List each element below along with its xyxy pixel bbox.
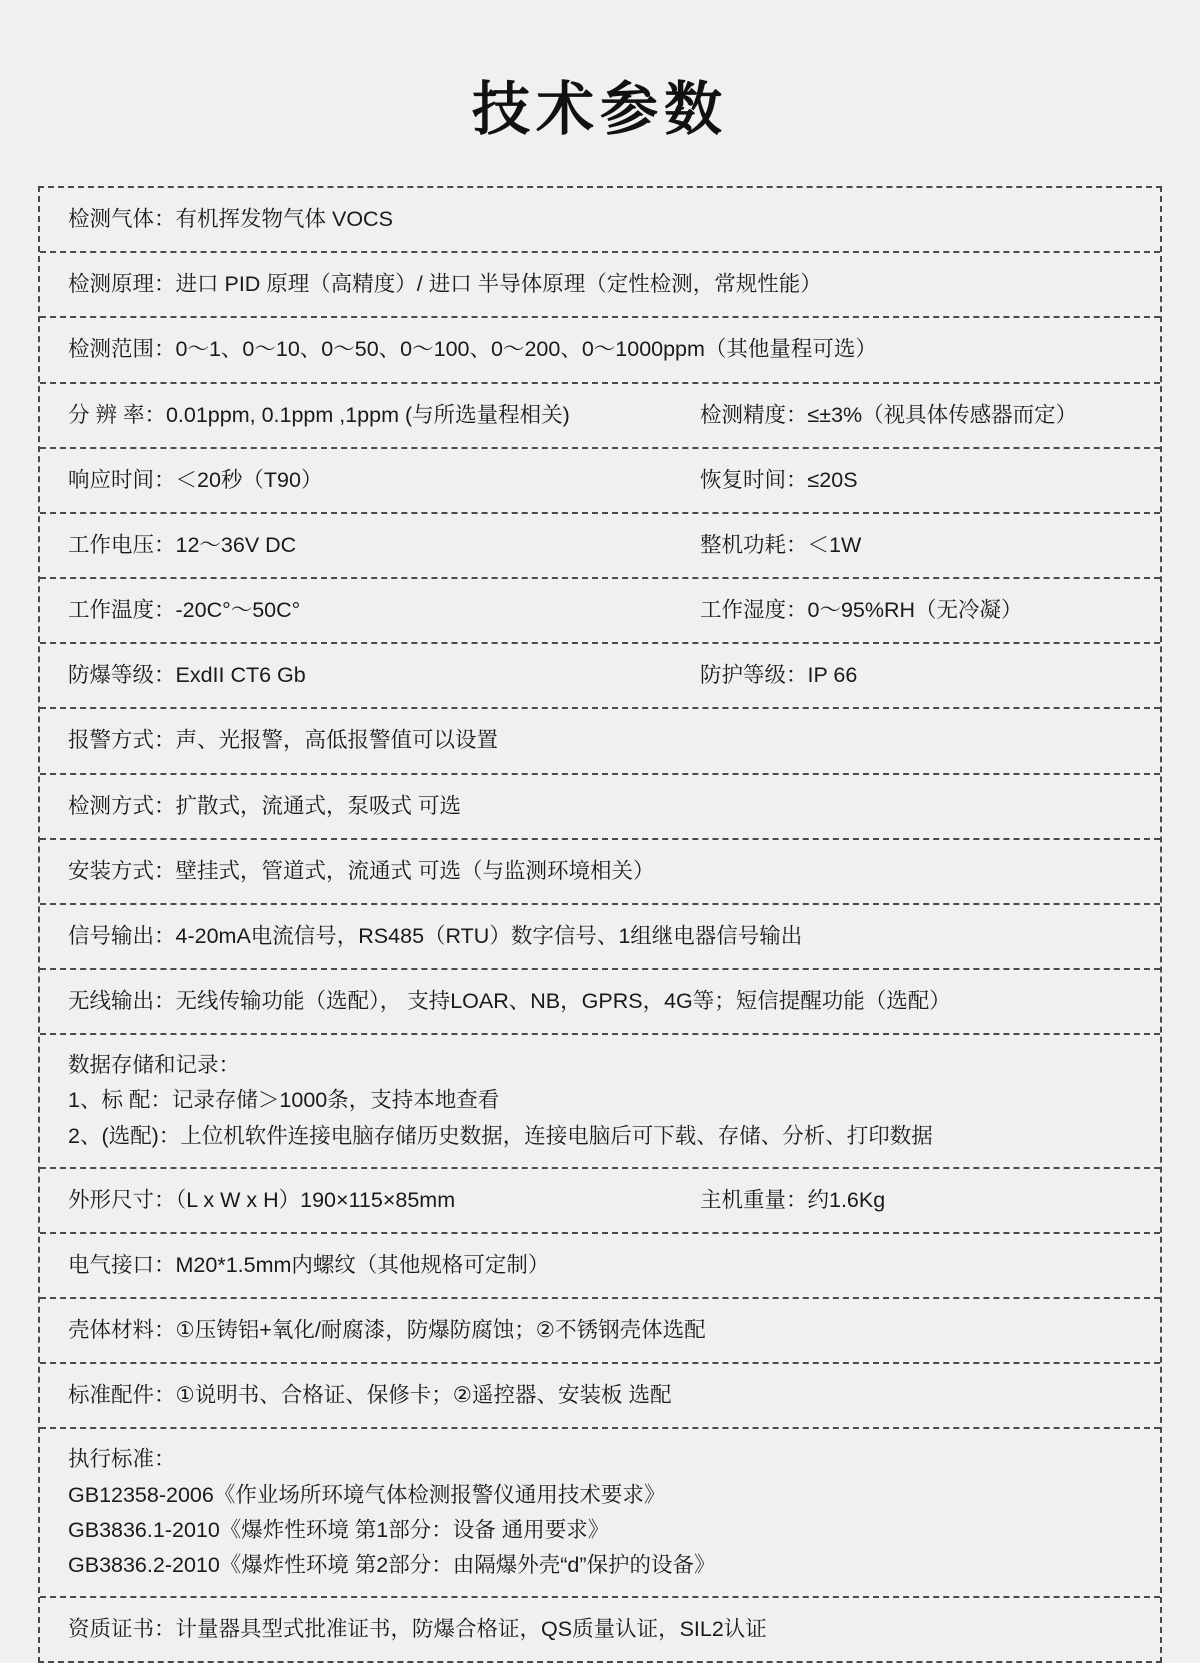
spec-row [40, 1364, 1160, 1429]
spec-row [40, 775, 1160, 840]
data-storage [40, 1035, 1160, 1167]
wireless-output: 无线输出：无线传输功能（选配）， 支持LOAR、NB，GPRS，4G等；短信提醒功能（选配） [68, 989, 951, 1014]
spec-row [40, 1429, 1160, 1598]
response-recovery-time-left: 响应时间：＜20秒（T90） [68, 467, 323, 492]
spec-row [40, 1234, 1160, 1299]
dimensions-weight-right: 主机重量：约1.6Kg [700, 1187, 886, 1212]
spec-row [40, 709, 1160, 774]
detect-range: 检测范围：0～1、0～10、0～50、0～100、0～200、0～1000ppm（其他量程可选） [68, 337, 877, 362]
install-mode: 安装方式：壁挂式，管道式，流通式 可选（与监测环境相关） [68, 858, 655, 883]
voltage-power-right: 整机功耗：＜1W [700, 532, 862, 557]
data-storage-line: 2、(选配)：上位机软件连接电脑存储历史数据，连接电脑后可下载、存储、分析、打印数据 [68, 1123, 933, 1148]
detect-mode: 检测方式：扩散式，流通式，泵吸式 可选 [68, 793, 461, 818]
response-recovery-time-right: 恢复时间：≤20S [700, 467, 858, 492]
dimensions-weight-left: 外形尺寸：（L x W x H）190×115×85mm [68, 1187, 456, 1212]
spec-row [40, 514, 1160, 579]
certificates: 资质证书：计量器具型式批准证书，防爆合格证，QS质量认证，SIL2认证 [68, 1617, 767, 1642]
standard-accessories: 标准配件：①说明书、合格证、保修卡；②遥控器、安装板 选配 [68, 1383, 672, 1408]
spec-row [40, 644, 1160, 709]
spec-row [40, 840, 1160, 905]
spec-row [40, 1169, 1160, 1234]
spec-row [40, 970, 1160, 1035]
alarm-mode: 报警方式：声、光报警，高低报警值可以设置 [68, 728, 499, 753]
spec-row [40, 1035, 1160, 1169]
signal-output: 信号输出：4-20mA电流信号，RS485（RTU）数字信号、1组继电器信号输出 [68, 923, 803, 948]
explosion-protection-grade-right: 防护等级：IP 66 [700, 663, 858, 688]
execution-standards-line: GB12358-2006《作业场所环境气体检测报警仪通用技术要求》 [68, 1482, 666, 1507]
explosion-protection-grade-left: 防爆等级：ExdII CT6 Gb [68, 663, 306, 688]
spec-row [40, 579, 1160, 644]
spec-row [40, 449, 1160, 514]
spec-row [40, 1299, 1160, 1364]
execution-standards-line: GB3836.2-2010《爆炸性环境 第2部分：由隔爆外壳“d”保护的设备》 [68, 1552, 716, 1577]
spec-row [40, 905, 1160, 970]
spec-row [40, 384, 1160, 449]
execution-standards [40, 1429, 1160, 1596]
detect-gas: 检测气体：有机挥发物气体 VOCS [68, 207, 393, 231]
spec-row [40, 188, 1160, 253]
resolution-accuracy-left: 分 辨 率：0.01ppm, 0.1ppm ,1ppm (与所选量程相关) [68, 402, 570, 427]
temperature-humidity-left: 工作温度：-20C°～50C° [68, 598, 301, 623]
resolution-accuracy-right: 检测精度：≤±3%（视具体传感器而定） [700, 402, 1078, 427]
spec-row [40, 253, 1160, 318]
technical-spec-table [38, 186, 1162, 1663]
electrical-interface: 电气接口：M20*1.5mm内螺纹（其他规格可定制） [68, 1252, 550, 1277]
voltage-power-left: 工作电压：12～36V DC [68, 532, 297, 557]
shell-material: 壳体材料：①压铸铝+氧化/耐腐漆，防爆防腐蚀；②不锈钢壳体选配 [68, 1318, 706, 1343]
page-title: 技术参数 [471, 77, 728, 142]
spec-row [40, 1598, 1160, 1661]
data-storage-line: 1、标 配：记录存储＞1000条，支持本地查看 [68, 1088, 500, 1113]
execution-standards-line: GB3836.1-2010《爆炸性环境 第1部分：设备 通用要求》 [68, 1517, 610, 1542]
detect-principle: 检测原理：进口 PID 原理（高精度）/ 进口 半导体原理（定性检测，常规性能） [68, 272, 822, 297]
data-storage-line: 数据存储和记录： [68, 1053, 241, 1078]
temperature-humidity-right: 工作湿度：0～95%RH（无冷凝） [700, 598, 1023, 623]
execution-standards-line: 执行标准： [68, 1447, 176, 1472]
spec-row [40, 318, 1160, 383]
